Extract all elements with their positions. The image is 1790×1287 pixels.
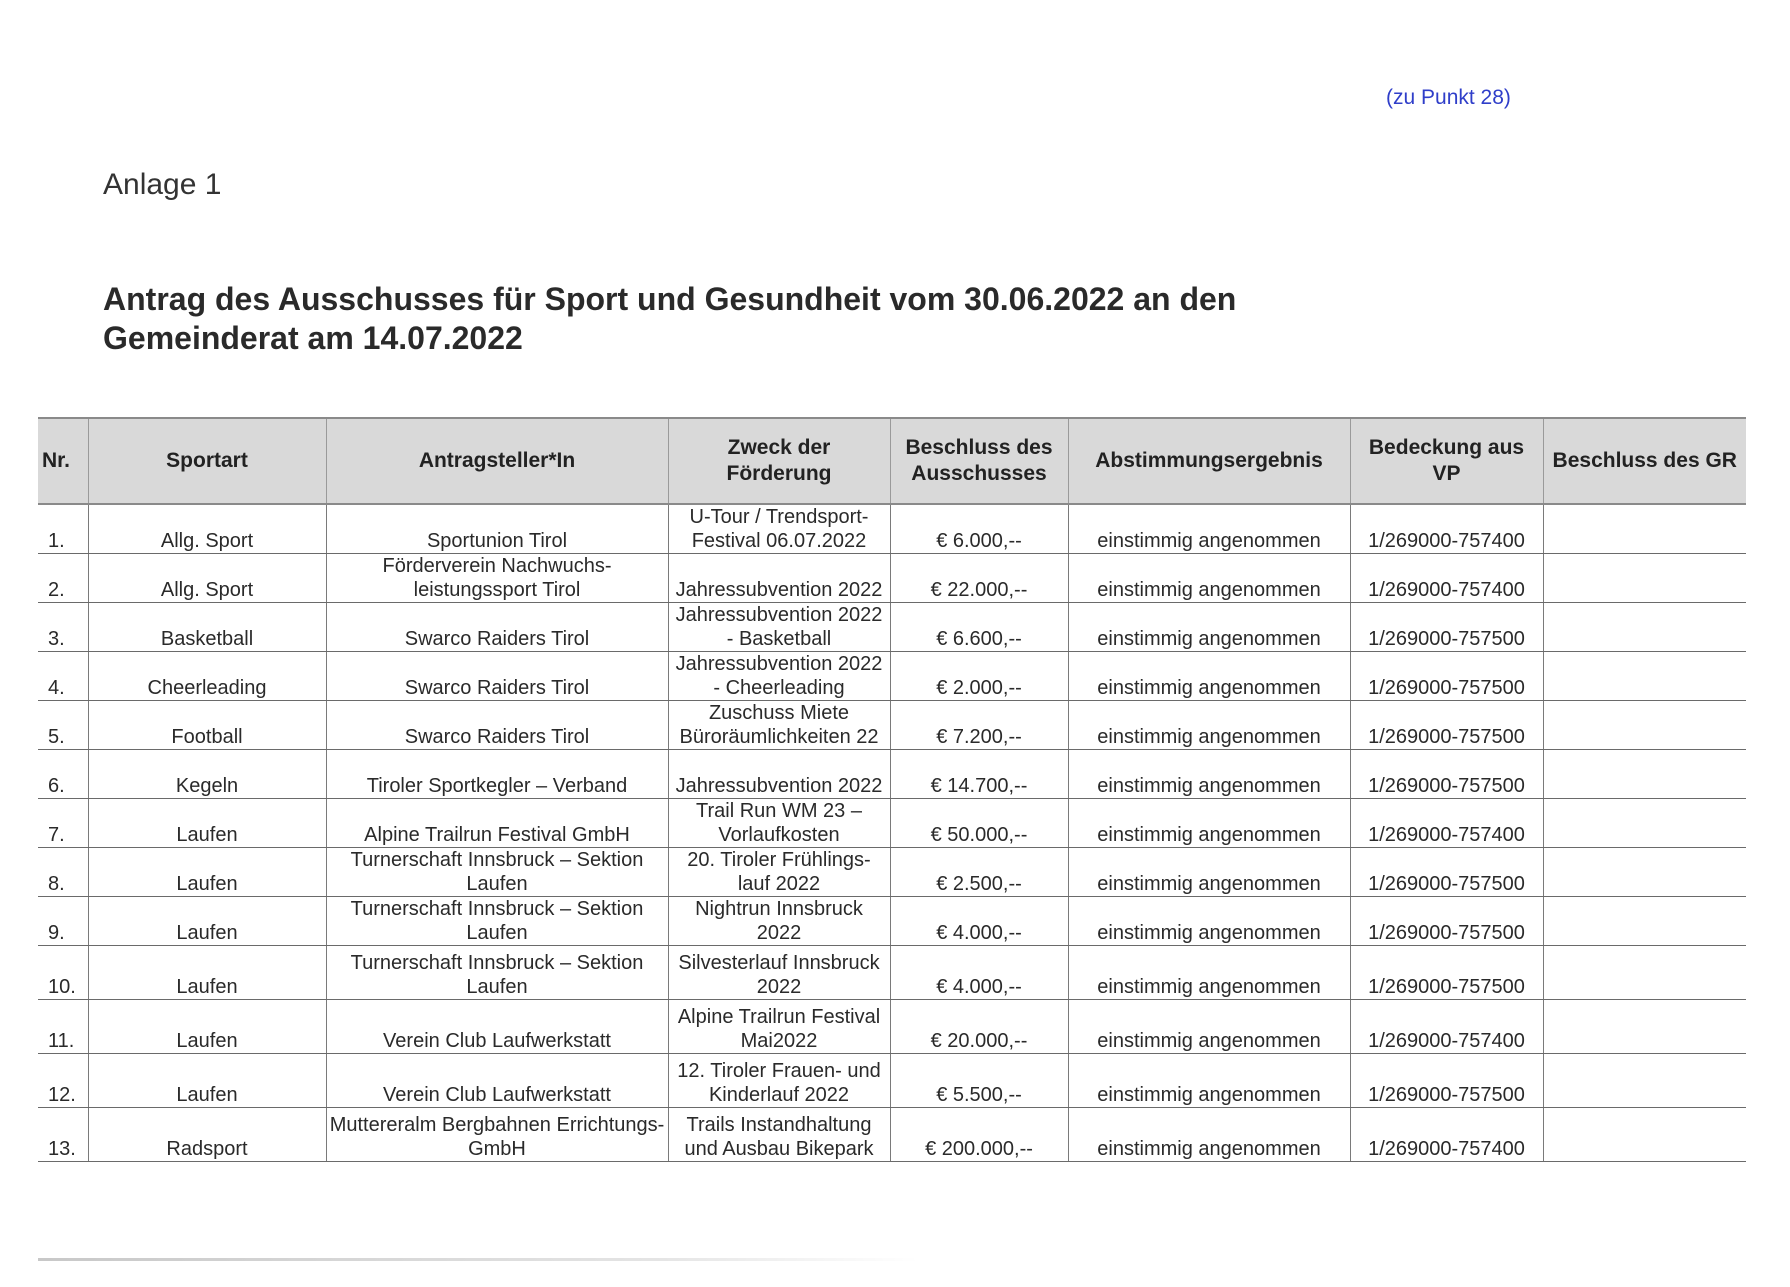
- cell-bedeckung: 1/269000-757500: [1350, 946, 1543, 1000]
- table-row: [38, 504, 1746, 554]
- cell-abstimmungsergebnis: einstimmig angenommen: [1068, 603, 1350, 652]
- table-row: [38, 848, 1746, 897]
- reference-note: (zu Punkt 28): [1386, 86, 1511, 109]
- cell-nr: 10.: [38, 946, 88, 1000]
- cell-zweck: Nightrun Innsbruck 2022: [668, 897, 890, 946]
- cell-antragsteller: Muttereralm Bergbahnen Errichtungs-GmbH: [326, 1108, 668, 1162]
- cell-beschluss-ausschuss: € 14.700,--: [890, 750, 1068, 799]
- cell-beschluss-gr: [1543, 799, 1746, 848]
- cell-abstimmungsergebnis: einstimmig angenommen: [1068, 504, 1350, 554]
- cell-zweck: 20. Tiroler Frühlings-lauf 2022: [668, 848, 890, 897]
- cell-sportart: Laufen: [88, 799, 326, 848]
- cell-abstimmungsergebnis: einstimmig angenommen: [1068, 1000, 1350, 1054]
- cell-beschluss-gr: [1543, 1054, 1746, 1108]
- header-beschluss-ausschuss: Beschluss des Ausschusses: [890, 418, 1068, 504]
- cell-zweck: Jahressubvention 2022: [668, 554, 890, 603]
- table-row: [38, 946, 1746, 1000]
- cell-abstimmungsergebnis: einstimmig angenommen: [1068, 652, 1350, 701]
- header-abstimmungsergebnis: Abstimmungsergebnis: [1068, 418, 1350, 504]
- cell-beschluss-ausschuss: € 7.200,--: [890, 701, 1068, 750]
- cell-sportart: Laufen: [88, 1054, 326, 1108]
- cell-antragsteller: Turnerschaft Innsbruck – Sektion Laufen: [326, 897, 668, 946]
- cell-beschluss-ausschuss: € 4.000,--: [890, 946, 1068, 1000]
- table-row: [38, 554, 1746, 603]
- header-sportart: Sportart: [88, 418, 326, 504]
- cell-antragsteller: Verein Club Laufwerkstatt: [326, 1054, 668, 1108]
- cell-antragsteller: Sportunion Tirol: [326, 504, 668, 554]
- cell-sportart: Football: [88, 701, 326, 750]
- cell-sportart: Laufen: [88, 946, 326, 1000]
- cell-abstimmungsergebnis: einstimmig angenommen: [1068, 1054, 1350, 1108]
- cell-bedeckung: 1/269000-757500: [1350, 1054, 1543, 1108]
- table-row: [38, 603, 1746, 652]
- cell-abstimmungsergebnis: einstimmig angenommen: [1068, 946, 1350, 1000]
- cell-beschluss-ausschuss: € 200.000,--: [890, 1108, 1068, 1162]
- cell-antragsteller: Alpine Trailrun Festival GmbH: [326, 799, 668, 848]
- cell-beschluss-ausschuss: € 4.000,--: [890, 897, 1068, 946]
- cell-bedeckung: 1/269000-757400: [1350, 554, 1543, 603]
- cell-antragsteller: Tiroler Sportkegler – Verband: [326, 750, 668, 799]
- header-antragsteller: Antragsteller*In: [326, 418, 668, 504]
- cell-nr: 2.: [38, 554, 88, 603]
- cell-beschluss-gr: [1543, 897, 1746, 946]
- cell-bedeckung: 1/269000-757400: [1350, 1000, 1543, 1054]
- table-row: [38, 799, 1746, 848]
- cell-nr: 5.: [38, 701, 88, 750]
- cell-zweck: 12. Tiroler Frauen- und Kinderlauf 2022: [668, 1054, 890, 1108]
- cell-beschluss-gr: [1543, 848, 1746, 897]
- cell-zweck: Trail Run WM 23 – Vorlaufkosten: [668, 799, 890, 848]
- cell-bedeckung: 1/269000-757400: [1350, 504, 1543, 554]
- table-row: [38, 1054, 1746, 1108]
- cell-antragsteller: Swarco Raiders Tirol: [326, 652, 668, 701]
- document-title: Antrag des Ausschusses für Sport und Gesundheit vom 30.06.2022 an den Gemeinderat am 14.07.2022: [103, 281, 1237, 356]
- cell-beschluss-ausschuss: € 22.000,--: [890, 554, 1068, 603]
- cell-bedeckung: 1/269000-757500: [1350, 848, 1543, 897]
- cell-sportart: Basketball: [88, 603, 326, 652]
- cell-beschluss-gr: [1543, 504, 1746, 554]
- table-row: [38, 750, 1746, 799]
- cell-beschluss-ausschuss: € 5.500,--: [890, 1054, 1068, 1108]
- table-body: [38, 504, 1746, 1162]
- cell-zweck: Jahressubvention 2022 - Cheerleading: [668, 652, 890, 701]
- cell-nr: 6.: [38, 750, 88, 799]
- cell-nr: 3.: [38, 603, 88, 652]
- cell-beschluss-ausschuss: € 20.000,--: [890, 1000, 1068, 1054]
- cell-zweck: U-Tour / Trendsport-Festival 06.07.2022: [668, 504, 890, 554]
- cell-abstimmungsergebnis: einstimmig angenommen: [1068, 701, 1350, 750]
- funding-table: [38, 417, 1746, 1162]
- header-bedeckung: Bedeckung aus VP: [1350, 418, 1543, 504]
- table-row: [38, 897, 1746, 946]
- cell-bedeckung: 1/269000-757500: [1350, 603, 1543, 652]
- cell-sportart: Cheerleading: [88, 652, 326, 701]
- cell-beschluss-gr: [1543, 750, 1746, 799]
- cell-zweck: Trails Instandhaltung und Ausbau Bikepark: [668, 1108, 890, 1162]
- cell-nr: 12.: [38, 1054, 88, 1108]
- footer-divider: [38, 1258, 918, 1261]
- table-header-row: [38, 418, 1746, 504]
- header-beschluss-gr: Beschluss des GR: [1543, 418, 1746, 504]
- cell-antragsteller: Turnerschaft Innsbruck – Sektion Laufen: [326, 946, 668, 1000]
- cell-bedeckung: 1/269000-757500: [1350, 750, 1543, 799]
- cell-beschluss-gr: [1543, 946, 1746, 1000]
- cell-beschluss-gr: [1543, 1000, 1746, 1054]
- cell-nr: 4.: [38, 652, 88, 701]
- cell-bedeckung: 1/269000-757500: [1350, 652, 1543, 701]
- cell-beschluss-gr: [1543, 701, 1746, 750]
- cell-zweck: Jahressubvention 2022 - Basketball: [668, 603, 890, 652]
- cell-sportart: Allg. Sport: [88, 504, 326, 554]
- cell-zweck: Zuschuss Miete Büroräumlichkeiten 22: [668, 701, 890, 750]
- cell-sportart: Laufen: [88, 848, 326, 897]
- table-row: [38, 652, 1746, 701]
- cell-beschluss-ausschuss: € 6.600,--: [890, 603, 1068, 652]
- cell-beschluss-gr: [1543, 554, 1746, 603]
- cell-nr: 7.: [38, 799, 88, 848]
- cell-nr: 1.: [38, 504, 88, 554]
- cell-bedeckung: 1/269000-757400: [1350, 799, 1543, 848]
- cell-nr: 9.: [38, 897, 88, 946]
- cell-sportart: Allg. Sport: [88, 554, 326, 603]
- table-row: [38, 701, 1746, 750]
- attachment-label: Anlage 1: [103, 168, 222, 201]
- cell-abstimmungsergebnis: einstimmig angenommen: [1068, 848, 1350, 897]
- cell-beschluss-ausschuss: € 50.000,--: [890, 799, 1068, 848]
- cell-beschluss-ausschuss: € 6.000,--: [890, 504, 1068, 554]
- cell-abstimmungsergebnis: einstimmig angenommen: [1068, 799, 1350, 848]
- cell-nr: 8.: [38, 848, 88, 897]
- cell-bedeckung: 1/269000-757400: [1350, 1108, 1543, 1162]
- cell-bedeckung: 1/269000-757500: [1350, 701, 1543, 750]
- cell-zweck: Alpine Trailrun Festival Mai2022: [668, 1000, 890, 1054]
- cell-beschluss-ausschuss: € 2.000,--: [890, 652, 1068, 701]
- cell-zweck: Silvesterlauf Innsbruck 2022: [668, 946, 890, 1000]
- cell-antragsteller: Swarco Raiders Tirol: [326, 701, 668, 750]
- cell-bedeckung: 1/269000-757500: [1350, 897, 1543, 946]
- cell-sportart: Radsport: [88, 1108, 326, 1162]
- cell-zweck: Jahressubvention 2022: [668, 750, 890, 799]
- cell-beschluss-gr: [1543, 603, 1746, 652]
- cell-antragsteller: Swarco Raiders Tirol: [326, 603, 668, 652]
- cell-abstimmungsergebnis: einstimmig angenommen: [1068, 897, 1350, 946]
- cell-nr: 13.: [38, 1108, 88, 1162]
- cell-nr: 11.: [38, 1000, 88, 1054]
- cell-antragsteller: Turnerschaft Innsbruck – Sektion Laufen: [326, 848, 668, 897]
- cell-antragsteller: Förderverein Nachwuchs-leistungssport Tirol: [326, 554, 668, 603]
- table-row: [38, 1000, 1746, 1054]
- table-row: [38, 1108, 1746, 1162]
- cell-beschluss-gr: [1543, 652, 1746, 701]
- cell-abstimmungsergebnis: einstimmig angenommen: [1068, 1108, 1350, 1162]
- cell-beschluss-ausschuss: € 2.500,--: [890, 848, 1068, 897]
- cell-sportart: Laufen: [88, 1000, 326, 1054]
- cell-antragsteller: Verein Club Laufwerkstatt: [326, 1000, 668, 1054]
- cell-sportart: Kegeln: [88, 750, 326, 799]
- cell-sportart: Laufen: [88, 897, 326, 946]
- cell-abstimmungsergebnis: einstimmig angenommen: [1068, 750, 1350, 799]
- cell-beschluss-gr: [1543, 1108, 1746, 1162]
- header-nr: Nr.: [38, 418, 88, 504]
- header-zweck: Zweck der Förderung: [668, 418, 890, 504]
- cell-abstimmungsergebnis: einstimmig angenommen: [1068, 554, 1350, 603]
